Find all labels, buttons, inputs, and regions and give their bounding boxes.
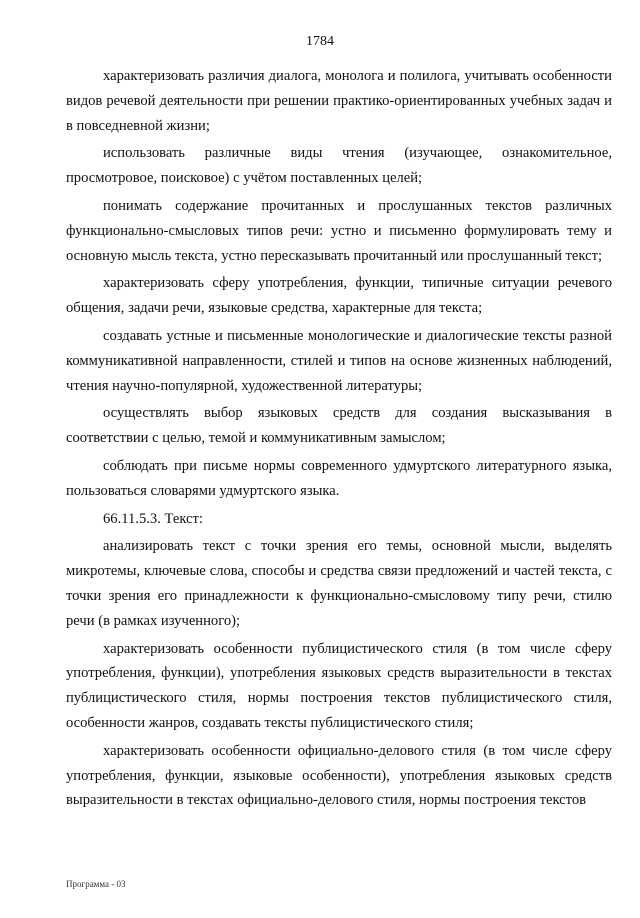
paragraph: характеризовать особенности публицистического стиля (в том числе сферу употребления, функции), употребления языковых средств выразительности в текстах публицистического стиля, нормы построения текстов публицистического стиля, особенности жанров, создавать тексты публицистического стиля;	[66, 640, 612, 731]
paragraph: характеризовать сферу употребления, функции, типичные ситуации речевого общения, задачи речи, языковые средства, характерные для текста;	[66, 275, 612, 317]
paragraph: соблюдать при письме нормы современного удмуртского литературного языка, пользоваться словарями удмуртского языка.	[66, 457, 612, 499]
paragraph: понимать содержание прочитанных и прослушанных текстов различных функционально-смысловых типов речи: устно и письменно формулировать тему и основную мысль текста, устно пересказывать прочитанный или прослушанный текст;	[66, 197, 612, 264]
paragraph: использовать различные виды чтения (изучающее, ознакомительное, просмотровое, поисковое) с учётом поставленных целей;	[66, 145, 612, 187]
paragraph: анализировать текст с точки зрения его темы, основной мысли, выделять микротемы, ключевые слова, способы и средства связи предложений и частей текста, с точки зрения его принадлежности к функционально-смысловому типу речи, стилю речи (в рамках изученного);	[66, 538, 612, 629]
page-number: 1784	[306, 34, 334, 49]
paragraph: характеризовать различия диалога, монолога и полилога, учитывать особенности видов речевой деятельности при решении практико-ориентированных учебных задач и в повседневной жизни;	[66, 68, 612, 134]
paragraph: осуществлять выбор языковых средств для создания высказывания в соответствии с целью, темой и коммуникативным замыслом;	[66, 405, 612, 447]
footer-label: Программа - 03	[66, 879, 126, 889]
section-heading: 66.11.5.3. Текст:	[103, 510, 203, 527]
paragraph: характеризовать особенности официально-делового стиля (в том числе сферу употребления, функции, языковые особенности), употребления языковых средств выразительности в текстах официально-делового стиля, нормы построения текстов	[66, 742, 612, 809]
body-text	[66, 64, 612, 816]
paragraph: создавать устные и письменные монологические и диалогические тексты разной коммуникативной направленности, стилей и типов на основе жизненных наблюдений, чтения научно-популярной, художественной литературы;	[66, 327, 612, 394]
